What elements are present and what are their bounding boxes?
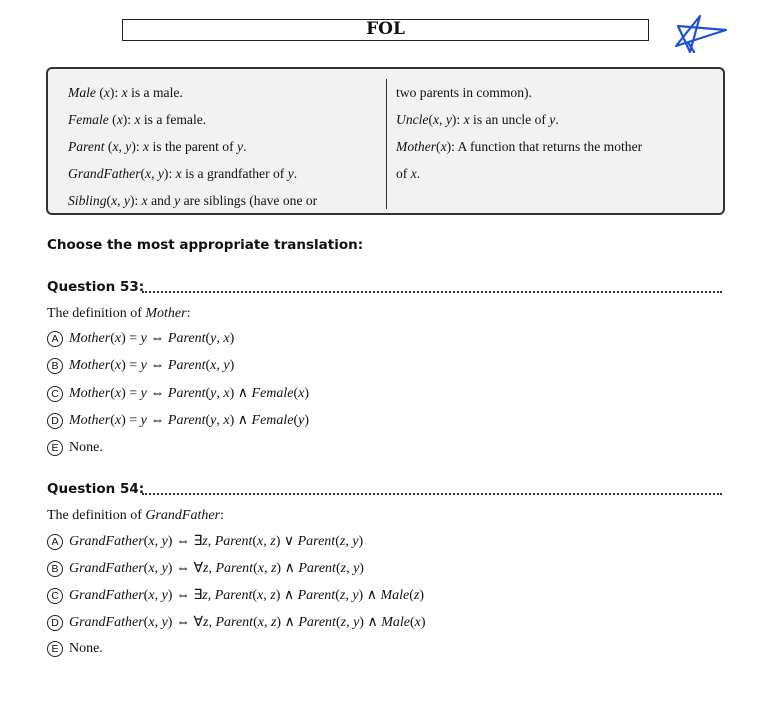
- option-text: None.: [69, 641, 103, 656]
- option-circle[interactable]: D: [47, 413, 63, 429]
- option-circle[interactable]: E: [47, 641, 63, 657]
- dotted-leader: [142, 291, 722, 293]
- option-text: Mother(x) = y ⇔ Parent(x, y): [69, 358, 235, 373]
- option-53-d[interactable]: [47, 412, 309, 429]
- definitions-right-column: [396, 79, 714, 187]
- option-54-d[interactable]: [47, 614, 426, 631]
- question-53-stem: The definition of Mother:: [47, 306, 191, 321]
- definition-item: Female (x): x is a female.: [68, 112, 207, 127]
- option-53-a[interactable]: [47, 331, 234, 347]
- option-53-e[interactable]: [47, 440, 103, 456]
- option-circle[interactable]: C: [47, 588, 63, 604]
- column-divider: [386, 79, 387, 209]
- option-text: GrandFather(x, y) ⇔ ∀z, Parent(x, z) ∧ Parent(z, y): [69, 561, 364, 576]
- option-circle[interactable]: C: [47, 386, 63, 402]
- definition-item: of x.: [396, 166, 421, 181]
- option-circle[interactable]: D: [47, 615, 63, 631]
- definition-item: Male (x): x is a male.: [68, 85, 183, 100]
- option-text: None.: [69, 440, 103, 455]
- definition-item: Uncle(x, y): x is an uncle of y.: [396, 112, 559, 127]
- option-circle[interactable]: E: [47, 440, 63, 456]
- option-54-b[interactable]: [47, 560, 364, 577]
- instruction-text: Choose the most appropriate translation:: [47, 237, 364, 253]
- question-54-label: Question 54:: [47, 481, 145, 497]
- option-text: Mother(x) = y ⇔ Parent(y, x) ∧ Female(x): [69, 386, 310, 401]
- definition-item: Parent (x, y): x is the parent of y.: [68, 139, 247, 154]
- option-53-b[interactable]: [47, 358, 234, 374]
- option-circle[interactable]: A: [47, 534, 63, 550]
- definitions-left-column: [68, 79, 388, 214]
- definition-item: two parents in common).: [396, 85, 532, 100]
- option-54-c[interactable]: [47, 587, 424, 604]
- option-text: Mother(x) = y ⇔ Parent(y, x) ∧ Female(y): [69, 413, 310, 428]
- question-53-label: Question 53:: [47, 279, 145, 295]
- option-text: GrandFather(x, y) ⇔ ∃z, Parent(x, z) ∨ Parent(z, y): [69, 534, 364, 549]
- page-title: FOL: [122, 19, 649, 41]
- option-circle[interactable]: B: [47, 561, 63, 577]
- option-text: GrandFather(x, y) ⇔ ∀z, Parent(x, z) ∧ Parent(z, y) ∧ Male(x): [69, 615, 426, 630]
- option-53-c[interactable]: [47, 385, 309, 402]
- dotted-leader: [142, 493, 722, 495]
- option-circle[interactable]: B: [47, 358, 63, 374]
- option-circle[interactable]: A: [47, 331, 63, 347]
- question-54-stem: The definition of GrandFather:: [47, 508, 224, 523]
- option-text: Mother(x) = y ⇔ Parent(y, x): [69, 331, 235, 346]
- definitions-box: [46, 67, 725, 215]
- definition-item: GrandFather(x, y): x is a grandfather of y.: [68, 166, 298, 181]
- definition-item: Sibling(x, y): x and y are siblings (have one or: [68, 193, 318, 208]
- option-text: GrandFather(x, y) ⇔ ∃z, Parent(x, z) ∧ Parent(z, y) ∧ Male(z): [69, 588, 425, 603]
- star-stamp-icon: [668, 12, 730, 56]
- option-54-e[interactable]: [47, 641, 103, 657]
- definition-item: Mother(x): A function that returns the mother: [396, 139, 643, 154]
- option-54-a[interactable]: [47, 533, 363, 550]
